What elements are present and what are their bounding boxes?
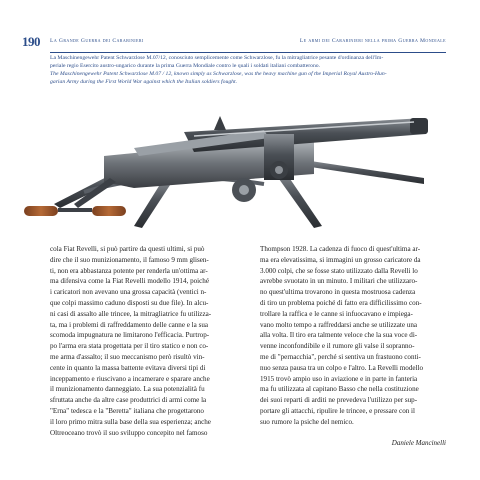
text-line: il munizionamento danneggiato. La sua potenzialità fu bbox=[50, 385, 205, 394]
running-title-left: La Grande Guerra dei Carabinieri bbox=[50, 38, 144, 44]
text-line: po l'arma era stata progettata per il tiro statico e non co- bbox=[50, 342, 209, 351]
page-number: 190 bbox=[22, 34, 40, 49]
page-header bbox=[22, 36, 446, 50]
running-title-right: Le armi dei Carabinieri nella prima Guerra Mondiale bbox=[299, 38, 446, 44]
caption-line: La Maschinengewehr Patent Schwarzlose M.07/12, conosciuto semplicemente come Schwarzlose, fu la mitragliatrice pesante d'ordinanza dell'Im- bbox=[50, 55, 384, 61]
text-line: 1915 trovò ampio uso in aviazione e in parte in fanteria bbox=[260, 374, 418, 383]
text-line: ma era elevatissima, si immagini un grosso caricatore da bbox=[260, 255, 421, 264]
machine-gun-photo bbox=[14, 108, 444, 236]
text-line: "Erna" tedesca e la "Beretta" italiana che progettarono bbox=[50, 406, 204, 415]
text-line: di tiro un problema poiché di fatto era difficilissimo con- bbox=[260, 298, 422, 307]
text-line: me arma d'assalto; il suo meccanismo però risultò vin- bbox=[50, 352, 205, 361]
text-line: Oltreoceano trovò il suo sviluppo concepito nel famoso bbox=[50, 428, 208, 437]
text-line: dire che il suo munizionamento, il famoso 9 mm glisen- bbox=[50, 255, 209, 264]
text-line: vano molto tempo a raffreddarsi anche se utilizzate una bbox=[260, 320, 418, 329]
text-line: ma fu utilizzata al capitano Basso che nella costituzione bbox=[260, 385, 419, 394]
text-line: que colpi massimo caduno disposti su due file). In alcu- bbox=[50, 298, 209, 307]
caption-line: periale regio Esercito austro-ungarico durante la prima Guerra Mondiale contro le quali i soldati italiani combatterono. bbox=[50, 62, 321, 69]
text-line: alla volta. Il tiro era talmente veloce che la sua voce di- bbox=[260, 331, 418, 340]
text-line: inceppamento e riuscivano a incamerare e sparare anche bbox=[50, 374, 210, 383]
text-line: ti, non era abbastanza potente per renderla un'ottima ar- bbox=[50, 266, 208, 275]
text-line: no quest'ultima trovarono in questa mostruosa cadenza bbox=[260, 288, 416, 297]
text-column-left bbox=[50, 244, 236, 438]
text-line: sfruttata anche da altre case produttrici di armi come la bbox=[50, 396, 207, 405]
text-line: ta, ma i problemi di raffreddamento delle canne e la sua bbox=[50, 320, 209, 329]
text-line: avrebbe svuotato in un minuto. I militari che utilizzaro- bbox=[260, 277, 418, 286]
caption-italian bbox=[50, 55, 450, 70]
text-line: il loro primo mitra sulla base della sua esperienza; anche bbox=[50, 417, 211, 426]
text-line: cente in quanto la massa battente evitava diversi tipi di bbox=[50, 363, 206, 372]
caption-line: The Maschinengewehr Patent Schwarzlose M.07 / 12, known simply as Schwarzlose, was the heavy machine gun of the Imperial Royal Austro-Hun- bbox=[50, 71, 387, 77]
text-line: ni casi di assalto alle trincee, la mitragliatrice fu utilizza- bbox=[50, 309, 212, 318]
text-line: trollare la raffica e le canne si infuocavano e impiega- bbox=[260, 309, 413, 318]
text-column-right bbox=[260, 244, 446, 428]
text-line: portare gli attacchi, ripulire le trincee, e pressare con il bbox=[260, 406, 416, 415]
text-line: ma difensiva come la Fiat Revelli modello 1914, poiché bbox=[50, 277, 209, 286]
text-line: cola Fiat Revelli, si può partire da questi ultimi, si può bbox=[50, 245, 205, 253]
caption-english bbox=[50, 71, 450, 86]
caption-line: garian Army during the First World War against which the Italian soldiers fought. bbox=[50, 78, 238, 85]
text-line: nuo senza pausa tra un colpo e l'altro. La Revelli modello bbox=[260, 363, 424, 372]
text-line: scomoda impugnatura ne limitarono l'efficacia. Purtrop- bbox=[50, 331, 210, 340]
text-line: dei suoi reparti di arditi ne prevedeva l'utilizzo per sup- bbox=[260, 396, 418, 405]
author-signature: Daniele Mancinelli bbox=[391, 439, 446, 447]
text-line: suo rumore la psiche del nemico. bbox=[260, 417, 354, 426]
text-line: 3.000 colpi, che se fosse stato utilizzato dalla Revelli lo bbox=[260, 266, 418, 275]
header-rule bbox=[50, 52, 446, 53]
text-line: venne inconfondibile e il rumore gli valse il sopranno- bbox=[260, 342, 415, 351]
text-line: i caricatori non avevano una grossa capacità (ventici n- bbox=[50, 288, 207, 297]
text-line: me di "pernacchia", perché si sentiva un frastuono conti- bbox=[260, 352, 421, 361]
text-line: Thompson 1928. La cadenza di fuoco di quest'ultima ar- bbox=[260, 245, 421, 253]
